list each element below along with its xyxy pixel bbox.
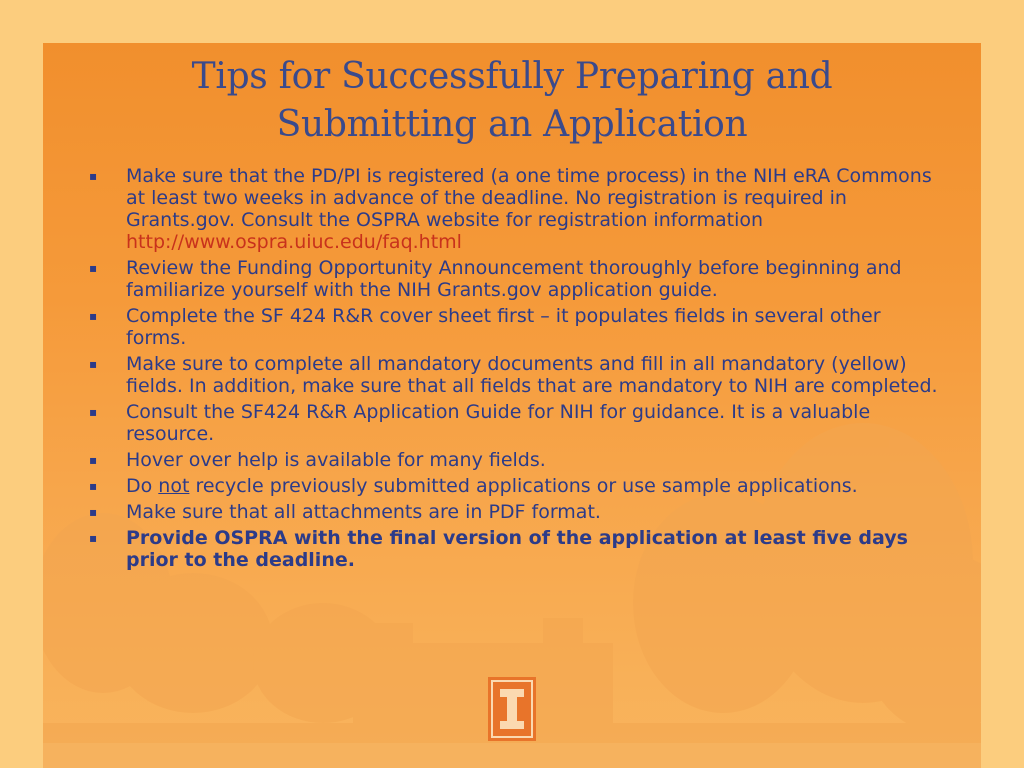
bullet-square-icon: ▪ — [89, 357, 98, 371]
tip-emphasis: not — [158, 475, 190, 497]
bullet-square-icon: ▪ — [89, 261, 98, 275]
bullet-square-icon: ▪ — [89, 505, 98, 519]
list-item — [83, 527, 943, 571]
tip-text: Make sure to complete all mandatory documents and fill in all mandatory (yellow) fields. In addition, make sure that all fields that are mandatory to NIH are completed. — [126, 353, 938, 397]
bullet-square-icon: ▪ — [89, 309, 98, 323]
tips-list — [83, 165, 943, 575]
list-item — [83, 353, 943, 397]
list-item — [83, 165, 943, 253]
page-title — [43, 53, 981, 149]
tip-text: Provide OSPRA with the final version of the application at least five days prior to the deadline. — [126, 527, 908, 571]
title-line-2: Submitting an Application — [276, 104, 748, 145]
tip-text-post: recycle previously submitted applications or use sample applications. — [189, 475, 858, 497]
slide — [43, 43, 981, 768]
ospra-faq-link[interactable]: http://www.ospra.uiuc.edu/faq.html — [126, 231, 462, 253]
tip-text: Complete the SF 424 R&R cover sheet first – it populates fields in several other forms. — [126, 305, 881, 349]
bullet-square-icon: ▪ — [89, 531, 98, 545]
tip-text: Make sure that the PD/PI is registered (a one time process) in the NIH eRA Commons at least two weeks in advance of the deadline. No registration is required in Grants.gov. Consult the OSPRA website for registration information — [126, 165, 932, 231]
tip-text-pre: Do — [126, 475, 159, 497]
list-item — [83, 305, 943, 349]
list-item — [83, 401, 943, 445]
list-item — [83, 475, 943, 497]
bullet-square-icon: ▪ — [89, 405, 98, 419]
list-item — [83, 257, 943, 301]
block-i-logo-icon — [488, 677, 536, 741]
tip-text: Consult the SF424 R&R Application Guide for NIH for guidance. It is a valuable resource. — [126, 401, 871, 445]
bullet-square-icon: ▪ — [89, 169, 98, 183]
tip-text: Make sure that all attachments are in PDF format. — [126, 501, 601, 523]
list-item — [83, 449, 943, 471]
bullet-square-icon: ▪ — [89, 453, 98, 467]
tip-text: Review the Funding Opportunity Announcement thoroughly before beginning and familiarize yourself with the NIH Grants.gov application guide. — [126, 257, 902, 301]
bullet-square-icon: ▪ — [89, 479, 98, 493]
list-item — [83, 501, 943, 523]
title-line-1: Tips for Successfully Preparing and — [191, 56, 833, 97]
tip-text: Hover over help is available for many fields. — [126, 449, 546, 471]
